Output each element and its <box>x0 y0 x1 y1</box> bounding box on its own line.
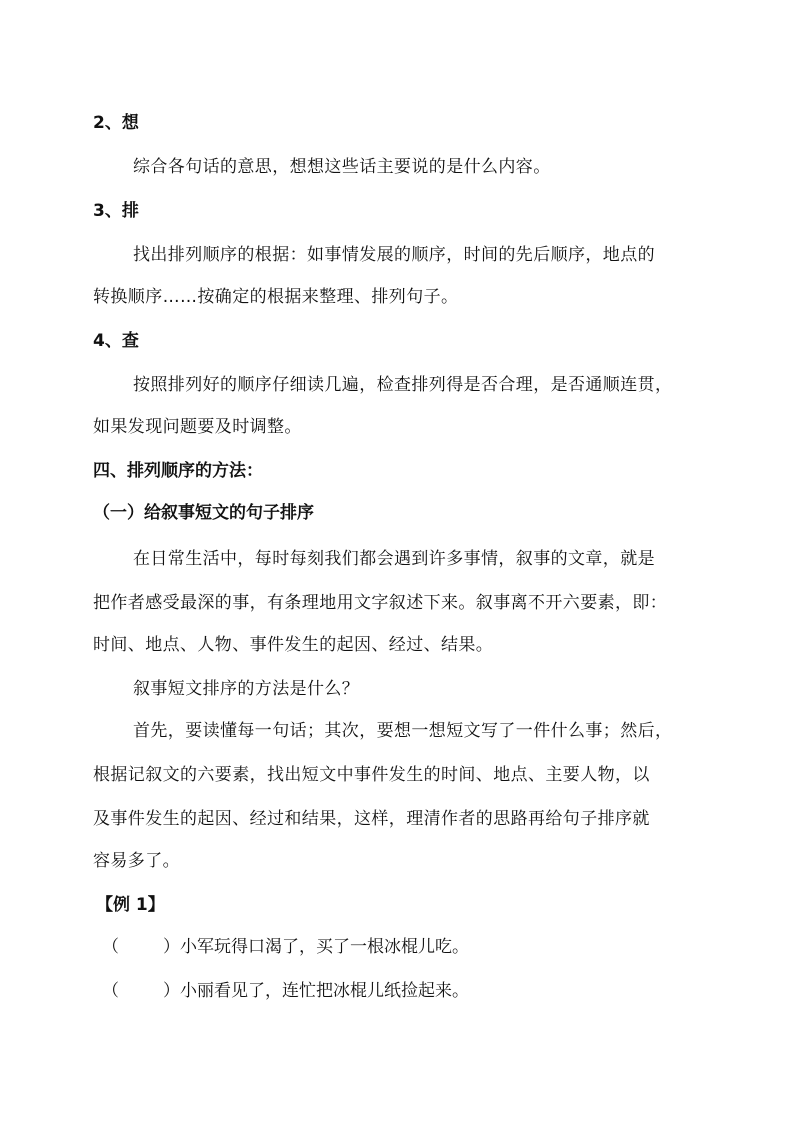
example-item-2-close-paren: ） <box>163 981 180 1001</box>
answer-line-1: 首先，要读懂每一句话；其次，要想一想短文写了一件什么事；然后， <box>133 721 673 741</box>
section-3-heading: 3、排 <box>93 201 139 221</box>
section-4-heading: 4、查 <box>93 331 139 351</box>
answer-line-4: 容易多了。 <box>93 851 180 871</box>
subsection-1-heading: （一）给叙事短文的句子排序 <box>93 503 314 523</box>
example-item-1-open-paren: （ <box>102 937 119 957</box>
narrative-line-2: 把作者感受最深的事，有条理地用文字叙述下来。叙事离不开六要素，即： <box>93 593 668 613</box>
answer-line-3: 及事件发生的起因、经过和结果，这样，理清作者的思路再给句子排序就 <box>93 809 650 829</box>
example-item-1-close-paren: ） <box>163 937 180 957</box>
section-2-heading: 2、想 <box>93 113 139 133</box>
part-4-heading: 四、排列顺序的方法： <box>93 461 263 481</box>
question-line: 叙事短文排序的方法是什么？ <box>133 679 360 699</box>
narrative-line-1: 在日常生活中，每时每刻我们都会遇到许多事情，叙事的文章，就是 <box>133 549 655 569</box>
answer-line-2: 根据记叙文的六要素，找出短文中事件发生的时间、地点、主要人物，以 <box>93 765 650 785</box>
example-item-1-text: 小军玩得口渴了，买了一根冰棍儿吃。 <box>180 937 469 957</box>
example-label: 【例 1】 <box>96 895 165 915</box>
narrative-line-3: 时间、地点、人物、事件发生的起因、经过、结果。 <box>93 635 494 655</box>
example-item-2 <box>102 976 693 1001</box>
section-3-text-line-1: 找出排列顺序的根据：如事情发展的顺序，时间的先后顺序，地点的 <box>133 245 655 265</box>
section-3-text-line-2: 转换顺序……按确定的根据来整理、排列句子。 <box>93 287 459 307</box>
section-4-text-line-1: 按照排列好的顺序仔细读几遍，检查排列得是否合理，是否通顺连贯， <box>133 375 673 395</box>
example-item-2-text: 小丽看见了，连忙把冰棍儿纸捡起来。 <box>180 981 469 1001</box>
example-item-1 <box>102 932 693 957</box>
example-item-2-open-paren: （ <box>102 981 119 1001</box>
section-4-text-line-2: 如果发现问题要及时调整。 <box>93 417 302 437</box>
section-2-text: 综合各句话的意思，想想这些话主要说的是什么内容。 <box>133 157 551 177</box>
